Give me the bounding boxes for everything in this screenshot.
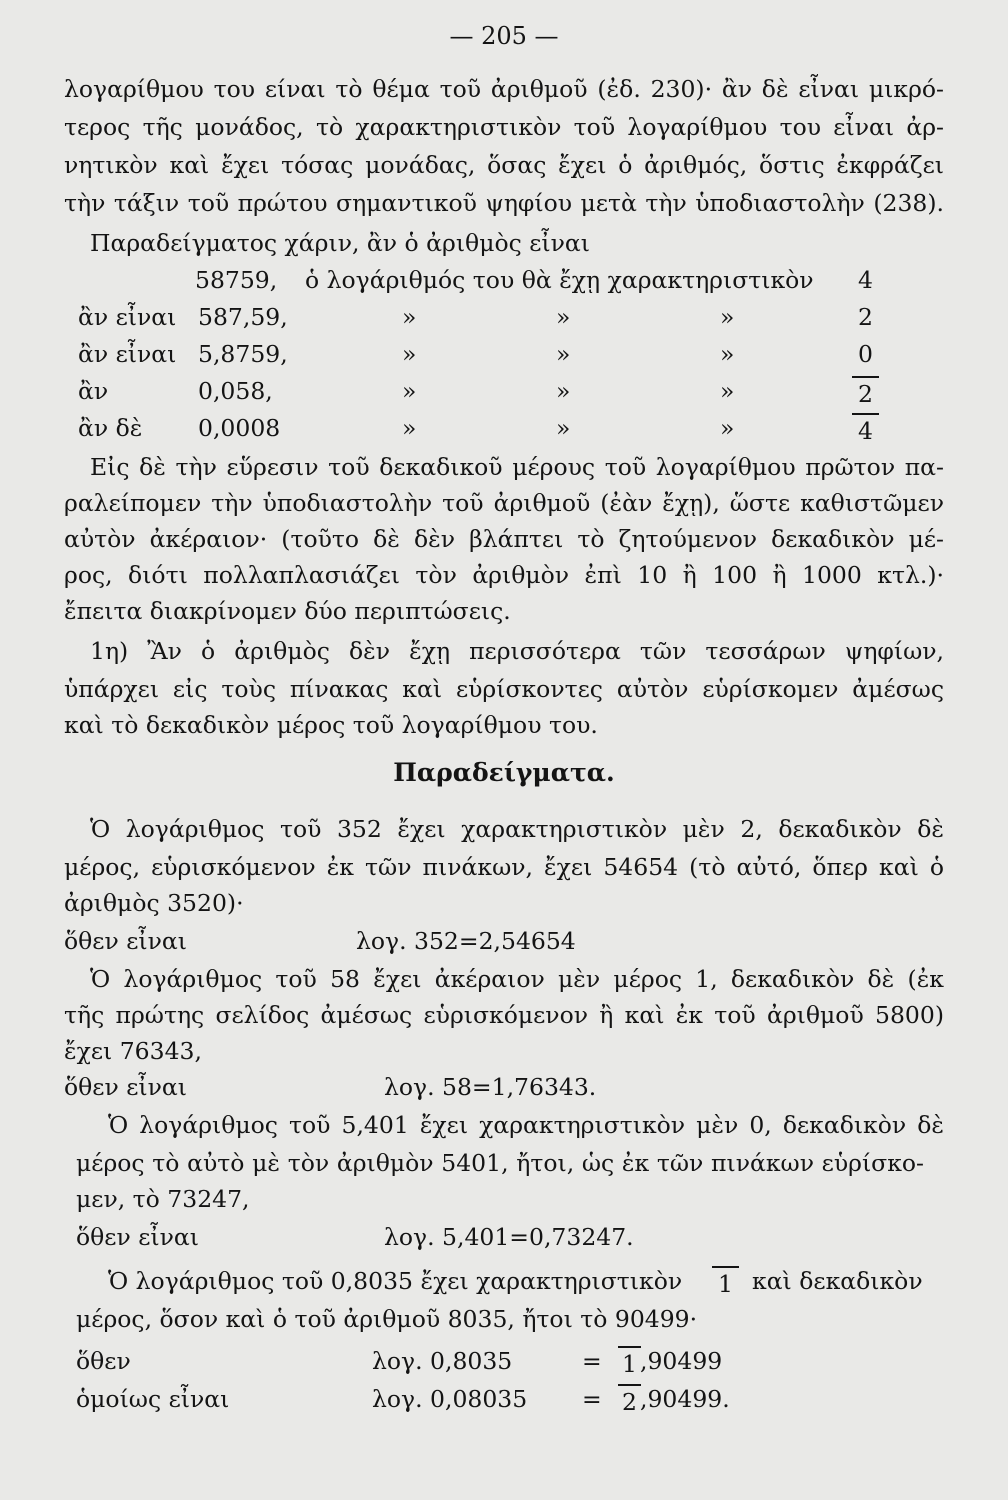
para2-line-2: ραλείπομεν τὴν ὑποδιαστολὴν τοῦ ἀριθμοῦ (ἐὰν ἔχῃ), ὥστε καθιστῶμεν <box>64 489 944 517</box>
negative-characteristic: 2 <box>852 376 879 409</box>
ex2-line-1: Ὁ λογάριθμος τοῦ 58 ἔχει ἀκέραιον μὲν μέρος 1, δεκαδικὸν δὲ (ἐκ <box>90 965 944 993</box>
result-log: λογ. 0,8035 <box>372 1347 513 1375</box>
row-number: 587,59, <box>198 303 288 331</box>
ditto-mark: » <box>720 303 735 331</box>
row-number: 5,8759, <box>198 340 288 368</box>
section-heading: Παραδείγματα. <box>393 758 615 787</box>
negative-characteristic: 4 <box>852 413 879 446</box>
para2-line-3: αὐτὸν ἀκέραιον· (τοῦτο δὲ δὲν βλάπτει τὸ ζητούμενον δεκαδικὸν μέ- <box>64 525 944 553</box>
ex3-result-formula: λογ. 5,401=0,73247. <box>384 1223 634 1251</box>
ex4-line-2: μέρος, ὅσον καὶ ὁ τοῦ ἀριθμοῦ 8035, ἤτοι τὸ 90499· <box>76 1305 698 1333</box>
para2-line-5: ἔπειτα διακρίνομεν δύο περιπτώσεις. <box>64 597 511 625</box>
ex2-line-3: ἔχει 76343, <box>64 1037 202 1065</box>
ditto-mark: » <box>720 414 735 442</box>
para3-line-2: ὑπάρχει εἰς τοὺς πίνακας καὶ εὑρίσκοντες αὐτὸν εὑρίσκομεν ἀμέσως <box>64 675 944 703</box>
ex4-text-after: καὶ δεκαδικὸν <box>752 1267 923 1295</box>
ex2-result-formula: λογ. 58=1,76343. <box>384 1073 597 1101</box>
characteristic-value: 2 <box>858 303 873 331</box>
ditto-mark: » <box>720 377 735 405</box>
row-lead: ἂν εἶναι <box>78 340 177 368</box>
para1-line-4: τὴν τάξιν τοῦ πρώτου σημαντικοῦ ψηφίου μετὰ τὴν ὑποδιαστολὴν (238). <box>64 189 944 217</box>
ex3-line-1: Ὁ λογάριθμος τοῦ 5,401 ἔχει χαρακτηριστικὸν μὲν 0, δεκαδικὸν δὲ <box>108 1111 944 1139</box>
row-number: 0,0008 <box>198 414 281 442</box>
ditto-mark: » <box>720 340 735 368</box>
page-number: — 205 — <box>449 22 559 50</box>
ex1-line-1: Ὁ λογάριθμος τοῦ 352 ἔχει χαρακτηριστικὸν μὲν 2, δεκαδικὸν δὲ <box>90 815 944 843</box>
characteristic-value: 0 <box>858 340 873 368</box>
para2-line-1: Εἰς δὲ τὴν εὕρεσιν τοῦ δεκαδικοῦ μέρους τοῦ λογαρίθμου πρῶτον πα- <box>90 453 944 481</box>
characteristic-value: 4 <box>858 266 873 294</box>
ex2-result-label: ὅθεν εἶναι <box>64 1073 187 1101</box>
para1-line-2: τερος τῆς μονάδος, τὸ χαρακτηριστικὸν τοῦ λογαρίθμου του εἶναι ἀρ- <box>64 113 944 141</box>
result-negative-characteristic: 2 <box>618 1384 641 1417</box>
result-log: λογ. 0,08035 <box>372 1385 528 1413</box>
para3-line-1: 1η) Ἂν ὁ ἀριθμὸς δὲν ἔχῃ περισσότερα τῶν τεσσάρων ψηφίων, <box>90 637 944 665</box>
ditto-mark: » <box>556 377 571 405</box>
ditto-mark: » <box>556 414 571 442</box>
row-lead: ἂν <box>78 377 109 405</box>
result-mantissa: ,90499 <box>640 1347 723 1375</box>
result-equals: = <box>582 1385 602 1413</box>
ditto-mark: » <box>402 377 417 405</box>
example-text: ὁ λογάριθμός του θὰ ἔχῃ χαρακτηριστικὸν <box>305 266 814 294</box>
row-lead: ἂν εἶναι <box>78 303 177 331</box>
ditto-mark: » <box>556 340 571 368</box>
ex3-result-label: ὅθεν εἶναι <box>76 1223 199 1251</box>
result-negative-characteristic: 1 <box>618 1346 641 1379</box>
ditto-mark: » <box>402 340 417 368</box>
ditto-mark: » <box>402 303 417 331</box>
ditto-mark: » <box>556 303 571 331</box>
row-number: 0,058, <box>198 377 273 405</box>
row-lead: ἂν δὲ <box>78 414 143 442</box>
result-mantissa: ,90499. <box>640 1385 730 1413</box>
ex3-line-2: μέρος τὸ αὐτὸ μὲ τὸν ἀριθμὸν 5401, ἤτοι, ὡς ἐκ τῶν πινάκων εὑρίσκο- <box>76 1149 924 1177</box>
example-number: 58759, <box>195 266 278 294</box>
result-equals: = <box>582 1347 602 1375</box>
ex1-line-2: μέρος, εὑρισκόμενον ἐκ τῶν πινάκων, ἔχει 54654 (τὸ αὐτό, ὅπερ καὶ ὁ <box>64 853 944 881</box>
ditto-mark: » <box>402 414 417 442</box>
para1-line-1: λογαρίθμου του είναι τὸ θέμα τοῦ ἀριθμοῦ (ἐδ. 230)· ἂν δὲ εἶναι μικρό- <box>64 75 944 103</box>
ex4-text-before: Ὁ λογάριθμος τοῦ 0,8035 ἔχει χαρακτηριστικὸν <box>108 1267 683 1295</box>
para1-line-3: νητικὸν καὶ ἔχει τόσας μονάδας, ὅσας ἔχει ὁ ἀριθμός, ὅστις ἐκφράζει <box>64 151 944 179</box>
example-intro: Παραδείγματος χάριν, ἂν ὁ ἀριθμὸς εἶναι <box>90 229 591 257</box>
para3-line-3: καὶ τὸ δεκαδικὸν μέρος τοῦ λογαρίθμου του. <box>64 711 598 739</box>
ex1-result-label: ὅθεν εἶναι <box>64 927 187 955</box>
ex4-negative-characteristic: 1 <box>712 1266 739 1299</box>
ex1-line-3: ἀριθμὸς 3520)· <box>64 889 244 917</box>
result-label: ὅθεν <box>76 1347 131 1375</box>
para2-line-4: ρος, διότι πολλαπλασιάζει τὸν ἀριθμὸν ἐπὶ 10 ἢ 100 ἢ 1000 κτλ.)· <box>64 561 944 589</box>
ex3-line-3: μεν, τὸ 73247, <box>76 1185 250 1213</box>
ex2-line-2: τῆς πρώτης σελίδος ἀμέσως εὑρισκόμενον ἢ καὶ ἐκ τοῦ ἀριθμοῦ 5800) <box>64 1001 944 1029</box>
result-label: ὁμοίως εἶναι <box>76 1385 230 1413</box>
ex1-result-formula: λογ. 352=2,54654 <box>356 927 576 955</box>
